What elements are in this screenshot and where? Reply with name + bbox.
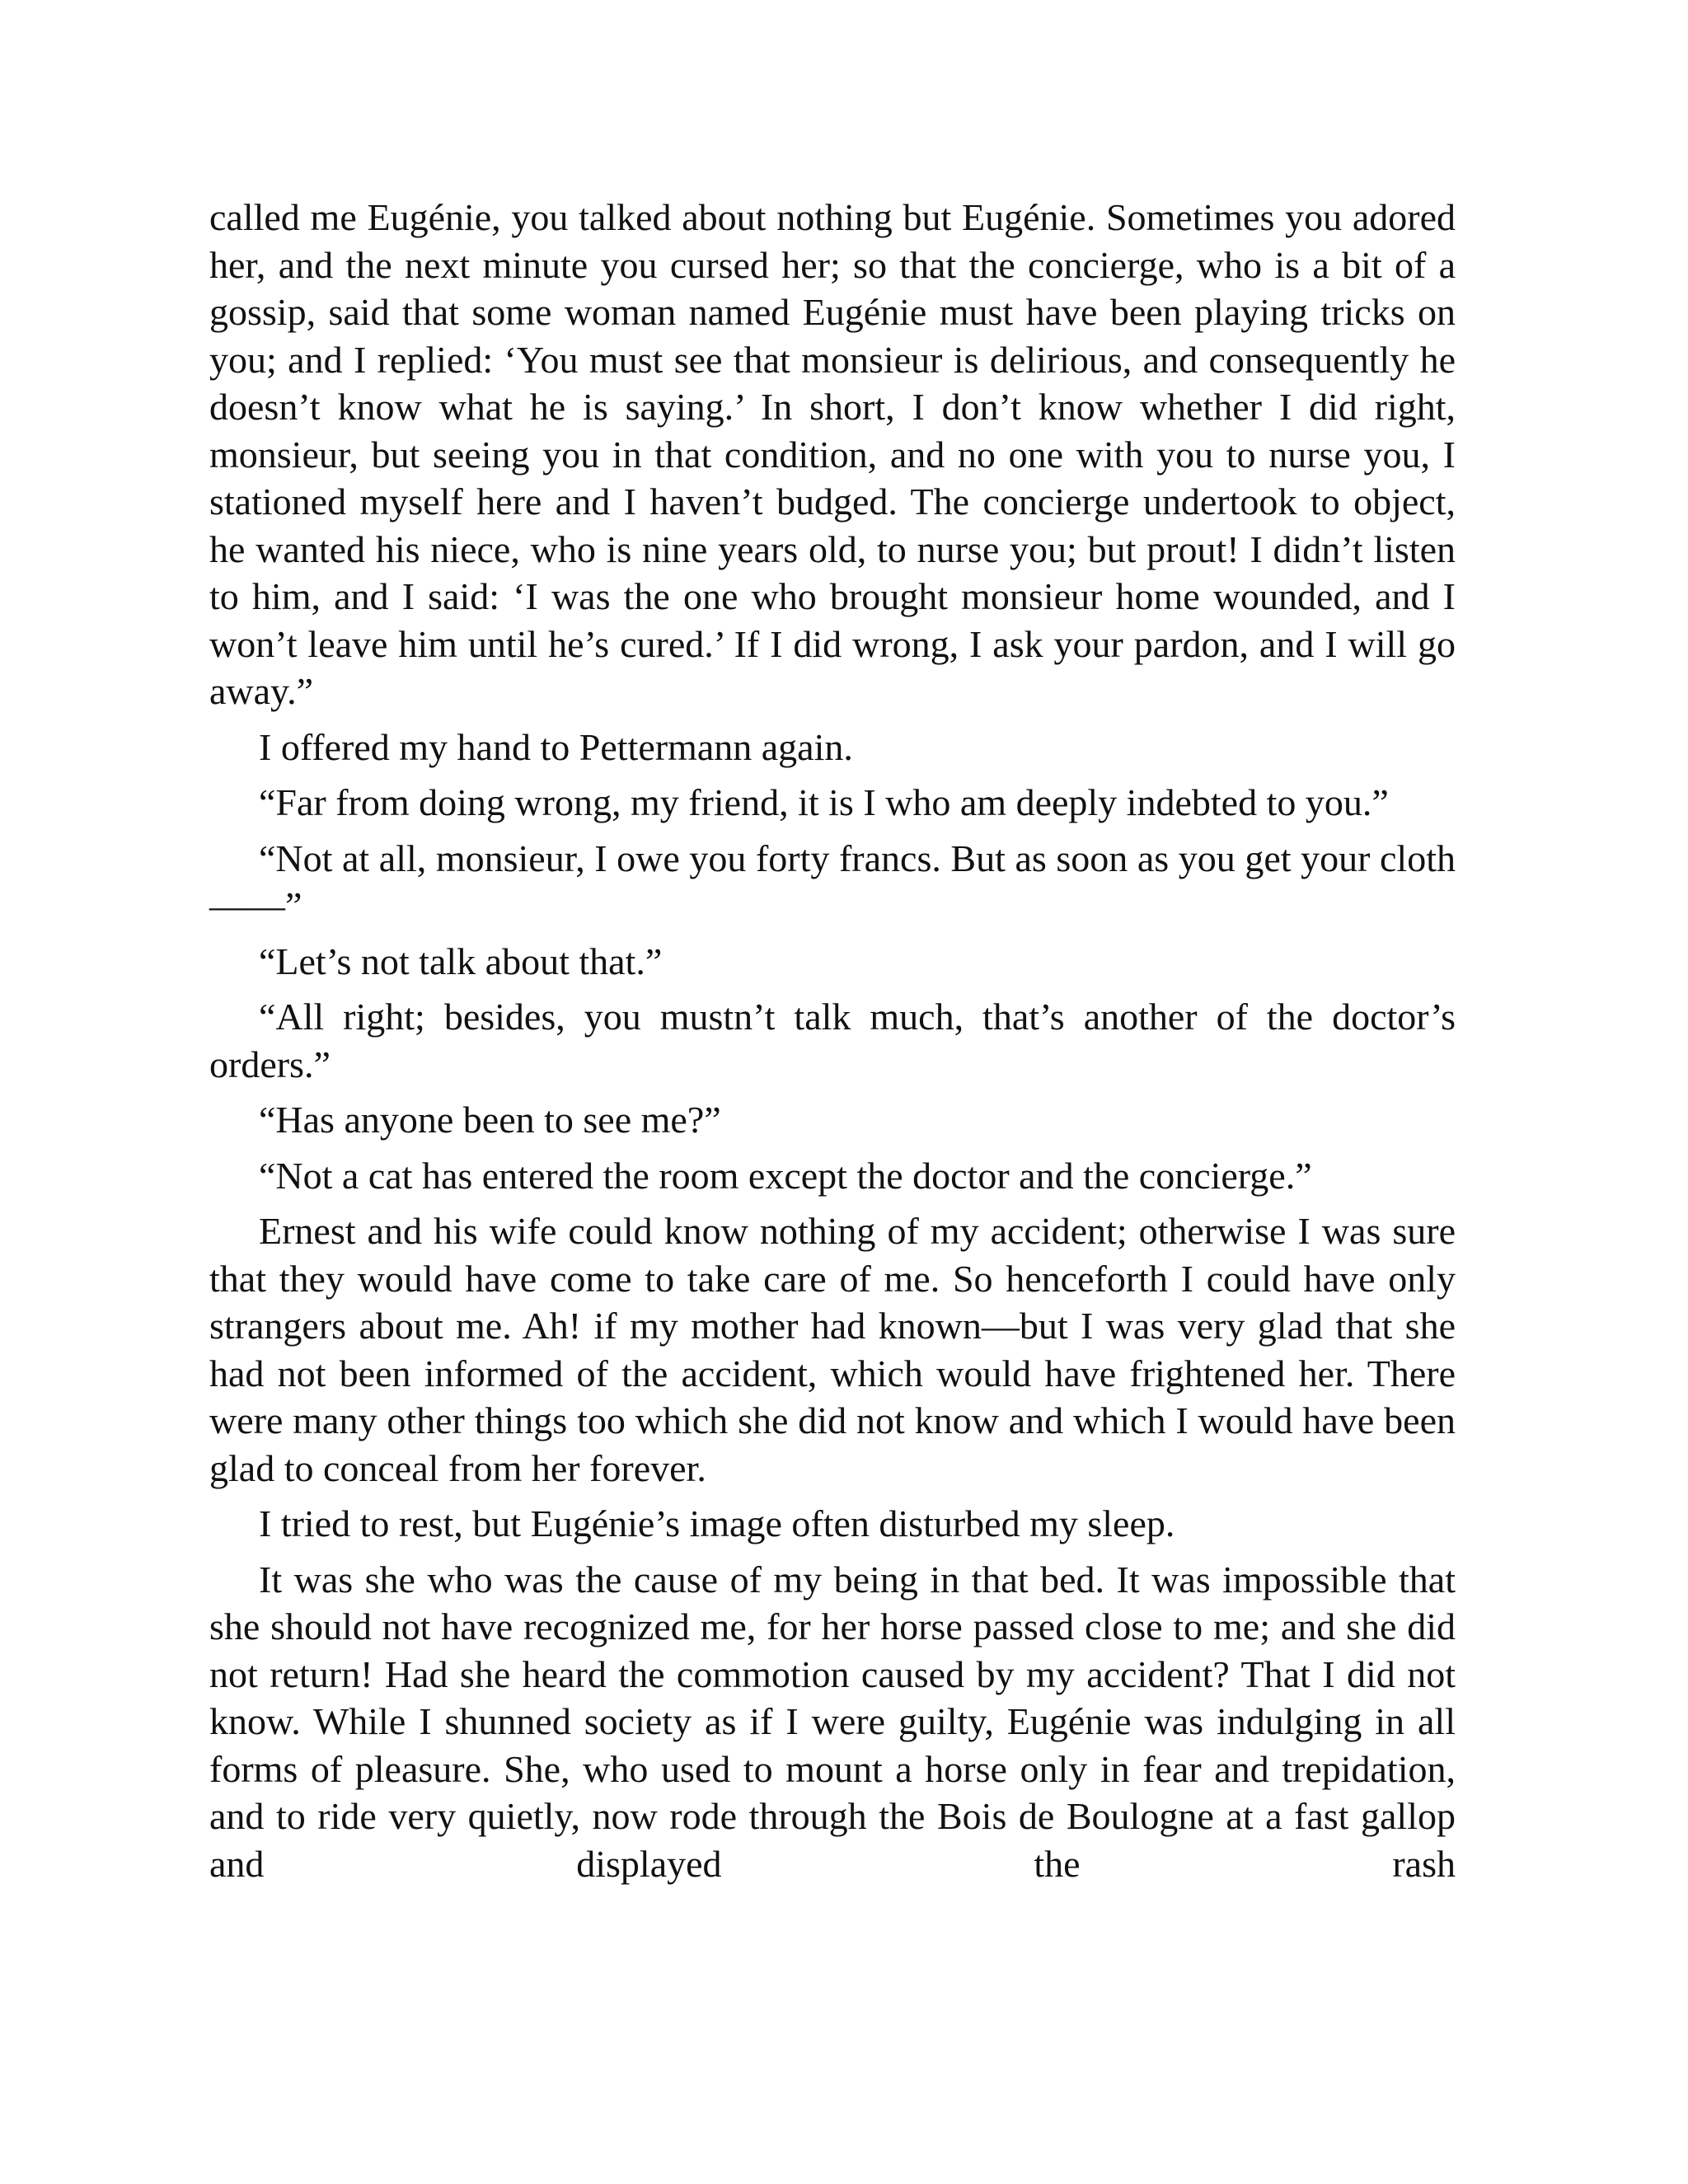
paragraph: I offered my hand to Pettermann again. [259,725,853,768]
dialogue-paragraph: “Far from doing wrong, my friend, it is I who am deeply indebted to you.” [259,781,1389,823]
paragraph: Ernest and his wife could know nothing of my accident; otherwise I was sure that they would have come to take care of me. So henceforth I could have only strangers about me. Ah! if my mother had known—but I was very glad that she had not been informed of the accident, which would have frightened her. There were many other things too which she did not know and which I would have been glad to conceal from her forever. [209,1210,1456,1489]
dialogue-paragraph: “Not a cat has entered the room except the doctor and the concierge.” [259,1154,1312,1197]
paragraph: I tried to rest, but Eugénie’s image often disturbed my sleep. [259,1502,1175,1544]
book-page [209,194,1456,1896]
paragraph-last: It was she who was the cause of my being in that bed. It was impossible that she should not have recognized me, for her horse passed close to me; and she did not return! Had she heard the commotion caused by my accident? That I did not know. While I shunned society as if I were guilty, Eugénie was indulging in all forms of pleasure. She, who used to mount a horse only in fear and trepidation, and to ride very quietly, now rode through the Bois de Boulogne at a fast gallop and displayed the rash [209,1558,1456,1885]
paragraph-continued: called me Eugénie, you talked about nothing but Eugénie. Sometimes you adored her, and the next minute you cursed her; so that the concierge, who is a bit of a gossip, said that some woman named Eugénie must have been playing tricks on you; and I replied: ‘You must see that monsieur is delirious, and consequently he doesn’t know what he is saying.’ In short, I don’t know whether I did right, monsieur, but seeing you in that condition, and no one with you to nurse you, I stationed myself here and I haven’t budged. The concierge undertook to object, he wanted his niece, who is nine years old, to nurse you; but prout! I didn’t listen to him, and I said: ‘I was the one who brought monsieur home wounded, and I won’t leave him until he’s cured.’ If I did wrong, I ask your pardon, and I will go away.” [209,196,1456,712]
dialogue-paragraph: “Let’s not talk about that.” [259,940,663,982]
dialogue-paragraph: “All right; besides, you mustn’t talk much, that’s another of the doctor’s orders.” [209,996,1456,1085]
dialogue-paragraph: “Not at all, monsieur, I owe you forty francs. But as soon as you get your cloth——” [209,837,1456,926]
dialogue-paragraph: “Has anyone been to see me?” [259,1099,721,1141]
